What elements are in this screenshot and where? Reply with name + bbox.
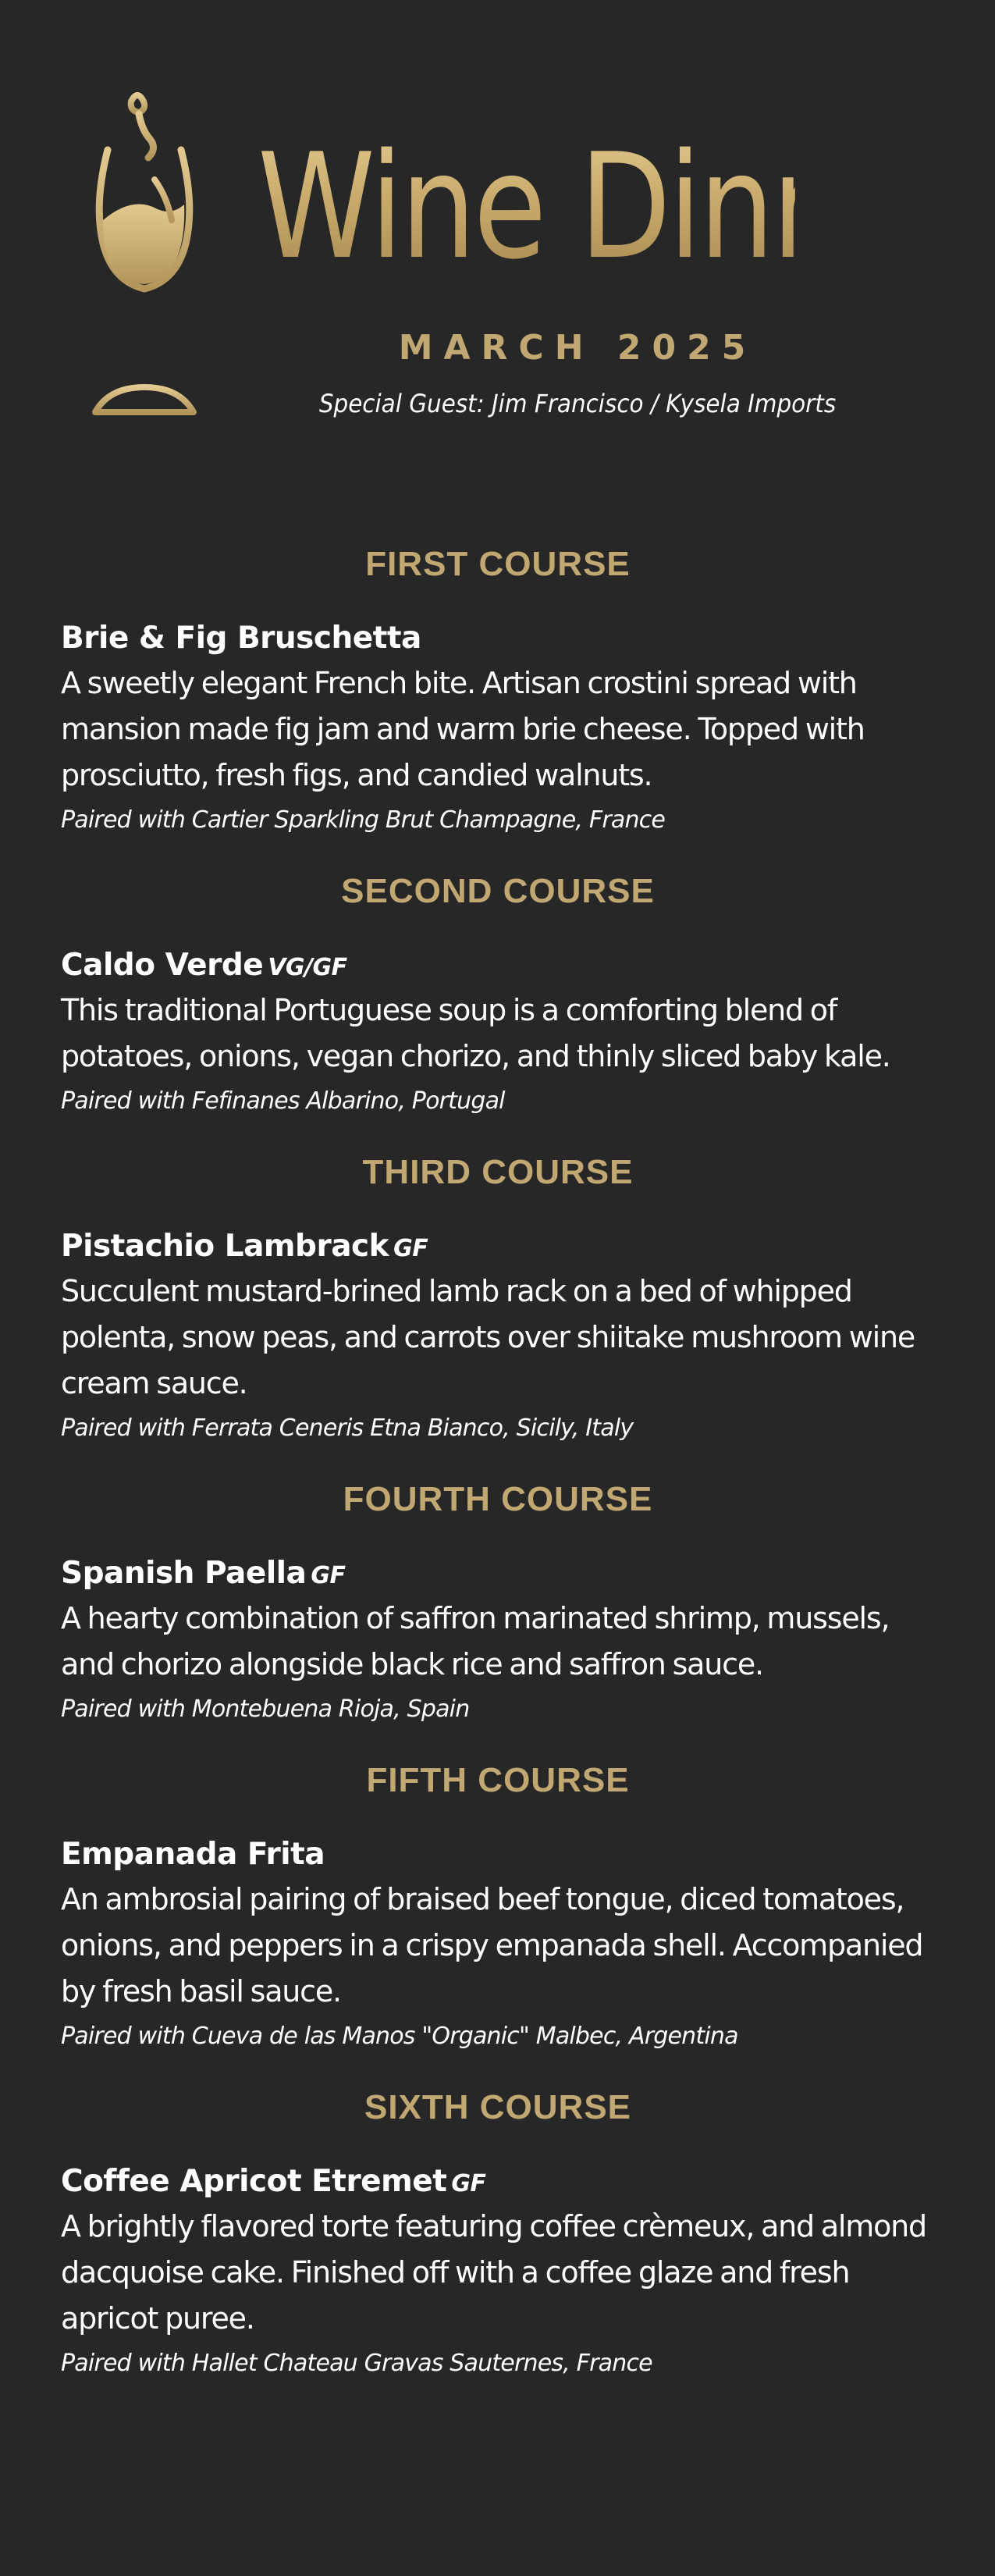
course-heading: SECOND COURSE	[341, 872, 655, 910]
dish-description: An ambrosial pairing of braised beef tongue, diced tomatoes, onions, and peppers in a crispy empanada shell. Accompanied by fresh basil sauce.	[61, 1882, 923, 2008]
event-title: Wine Dinner	[258, 122, 962, 291]
course-heading: FIFTH COURSE	[366, 1761, 630, 1799]
course-3	[61, 1147, 935, 1450]
course-6	[61, 2082, 935, 2386]
wine-pairing: Paired with Ferrata Ceneris Etna Bianco, Sicily, Italy	[61, 1414, 634, 1442]
special-guest: Special Guest: Jim Francisco / Kysela Imports	[318, 389, 837, 418]
course-2	[61, 866, 935, 1123]
dish-title: Caldo Verde	[61, 948, 264, 983]
course-5	[61, 1755, 935, 2058]
dish-description: A brightly flavored torte featuring coffee crèmeux, and almond dacquoise cake. Finished off with a coffee glaze and fresh apricot puree.	[61, 2209, 926, 2336]
dish-name	[61, 1552, 935, 1596]
wine-pairing: Paired with Cueva de las Manos "Organic" Malbec, Argentina	[61, 2023, 738, 2050]
dietary-tag: GF	[451, 2170, 486, 2197]
course-heading: FIRST COURSE	[365, 545, 631, 583]
dietary-tag: VG/GF	[268, 954, 347, 981]
menu-header	[0, 0, 995, 468]
dish-name	[61, 617, 935, 660]
wine-pairing: Paired with Fefinanes Albarino, Portugal	[61, 1087, 505, 1115]
course-list	[61, 539, 935, 2409]
dish-title: Spanish Paella	[61, 1556, 307, 1591]
wine-pairing: Paired with Montebuena Rioja, Spain	[61, 1695, 470, 1723]
dish-description: This traditional Portuguese soup is a comforting blend of potatoes, onions, vegan chorizo, and thinly sliced baby kale.	[61, 993, 890, 1073]
dish-name	[61, 944, 935, 987]
course-4	[61, 1474, 935, 1731]
course-1	[61, 539, 935, 842]
course-heading: THIRD COURSE	[362, 1153, 634, 1191]
wine-pairing: Paired with Cartier Sparkling Brut Champagne, France	[61, 806, 666, 834]
dish-title: Brie & Fig Bruschetta	[61, 621, 421, 656]
dietary-tag: GF	[311, 1562, 346, 1589]
dish-description: A sweetly elegant French bite. Artisan crostini spread with mansion made fig jam and warm brie cheese. Topped with prosciutto, fresh figs, and candied walnuts.	[61, 666, 865, 792]
dish-description: A hearty combination of saffron marinated shrimp, mussels, and chorizo alongside black rice and saffron sauce.	[61, 1601, 890, 1681]
dish-title: Coffee Apricot Etremet	[61, 2164, 447, 2199]
wine-pairing: Paired with Hallet Chateau Gravas Sauternes, France	[61, 2350, 652, 2377]
dish-name	[61, 1225, 935, 1268]
dietary-tag: GF	[393, 1235, 428, 1262]
event-date: MARCH 2025	[398, 328, 757, 368]
course-heading: SIXTH COURSE	[364, 2088, 632, 2126]
course-heading: FOURTH COURSE	[343, 1480, 653, 1518]
wine-glass-icon	[86, 87, 203, 423]
dish-title: Pistachio Lambrack	[61, 1229, 389, 1264]
dish-name	[61, 1833, 935, 1877]
dish-title: Empanada Frita	[61, 1837, 325, 1872]
dish-description: Succulent mustard-brined lamb rack on a bed of whipped polenta, snow peas, and carrots over shiitake mushroom wine cream sauce.	[61, 1274, 915, 1400]
dish-name	[61, 2160, 935, 2204]
